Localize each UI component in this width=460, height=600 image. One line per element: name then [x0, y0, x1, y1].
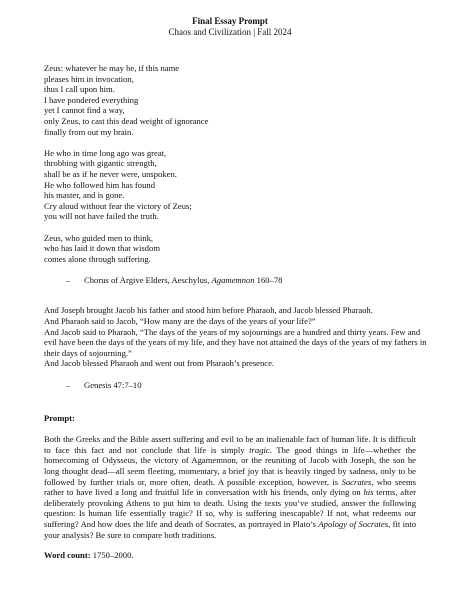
prompt-text: Both the Greeks and the Bible assert suffering and evil to be an inalienable fact of human life. It is difficult to face this fact and not conclude that life is simply	[44, 434, 416, 455]
stanza-1	[44, 63, 416, 137]
genesis-line: their days of sojourning.”	[44, 347, 132, 358]
verse-line: his master, and is gone.	[44, 190, 125, 201]
verse-line: pleases him in invocation,	[44, 73, 134, 84]
prompt-emphasis: Socrates	[341, 476, 372, 487]
attribution-lines: 160–78	[254, 274, 283, 285]
verse-line: I have pondered everything	[44, 94, 139, 105]
verse-line: you will not have failed the truth.	[44, 211, 159, 222]
agamemnon-attribution	[44, 275, 416, 286]
stanza-3	[44, 233, 416, 265]
attribution-text: Genesis 47:7–10	[84, 380, 142, 391]
attribution-dash: –	[66, 274, 71, 285]
genesis-excerpt	[44, 305, 427, 369]
genesis-attribution	[44, 380, 416, 391]
prompt-emphasis: his	[363, 487, 374, 498]
stanza-2	[44, 148, 416, 222]
genesis-line: And Pharaoh said to Jacob, “How many are the days of the years of your life?”	[44, 316, 316, 327]
genesis-line: And Jacob said to Pharaoh, “The days of the years of my sojournings are a hundred and thirty years. Few and	[44, 326, 421, 337]
prompt-text: . The good things in life—whether the homecoming of Odysseus, the victory of Agamemnon, or the reuniting of Jacob with Joseph, the son he long thought dead—all seem fleeting, momentary, a brief joy that is heavily tinged by sadness, only to be followed by further trials or, more often, death. A possible exception, however, is	[44, 444, 416, 487]
verse-line: He who in time long ago was great,	[44, 147, 167, 158]
word-count-label: Word count:	[44, 550, 91, 561]
prompt-text: , who seems rather to have lived a long and fruitful life in conversation with his friends, only dying on	[44, 476, 416, 498]
verse-line: who has laid it down that wisdom	[44, 243, 161, 254]
prompt-emphasis: Apology of Socrates	[318, 518, 389, 529]
page-subtitle: Chaos and Civilization | Fall 2024	[168, 27, 292, 37]
verse-line: shall be as if he never were, unspoken.	[44, 168, 177, 179]
verse-line: Zeus: whatever he may be, if this name	[44, 63, 180, 73]
verse-line: throbbing with gigantic strength,	[44, 158, 157, 169]
verse-line: yet I cannot find a way,	[44, 105, 125, 116]
genesis-line: evil have been the days of the years of my life, and they have not attained the days of the years of my fathers in	[44, 337, 427, 348]
verse-line: Cry aloud without fear the victory of Zeus;	[44, 200, 192, 211]
prompt-paragraph	[44, 434, 416, 540]
word-count	[44, 550, 416, 561]
verse-line: thus I call upon him.	[44, 84, 115, 95]
agamemnon-excerpt	[44, 63, 416, 264]
attribution-dash: –	[66, 380, 71, 391]
verse-line: Zeus, who guided men to think,	[44, 232, 154, 243]
genesis-line: And Jacob blessed Pharaoh and went out from Pharaoh’s presence.	[44, 358, 275, 369]
verse-line: only Zeus, to cast this dead weight of ignorance	[44, 115, 209, 126]
prompt-text: , fit into your analysis? Be sure to compare both traditions.	[44, 518, 417, 540]
verse-line: comes alone through suffering.	[44, 253, 151, 264]
verse-line: He who followed him has found	[44, 179, 155, 190]
page-title: Final Essay Prompt	[192, 16, 268, 26]
genesis-line: And Joseph brought Jacob his father and stood him before Pharaoh, and Jacob blessed Pharaoh.	[44, 305, 373, 316]
attribution-text: Chorus of Argive Elders, Aeschylus,	[84, 274, 212, 285]
prompt-emphasis: tragic	[249, 444, 270, 455]
prompt-heading: Prompt:	[44, 412, 75, 423]
attribution-work-title: Agamemnon	[211, 274, 255, 285]
verse-line: finally from out my brain.	[44, 126, 134, 137]
prompt-text: terms, after deliberately provoking Athens to put him to death. Using the texts you’ve studied, answer the following question: Is human life essentially tragic? If so, why is suffering inescapable? If not, what redeems our suffering? And how does the life and death of Socrates, as portrayed in Plato’s	[44, 487, 416, 529]
word-count-value: 1750–2000.	[90, 550, 134, 561]
